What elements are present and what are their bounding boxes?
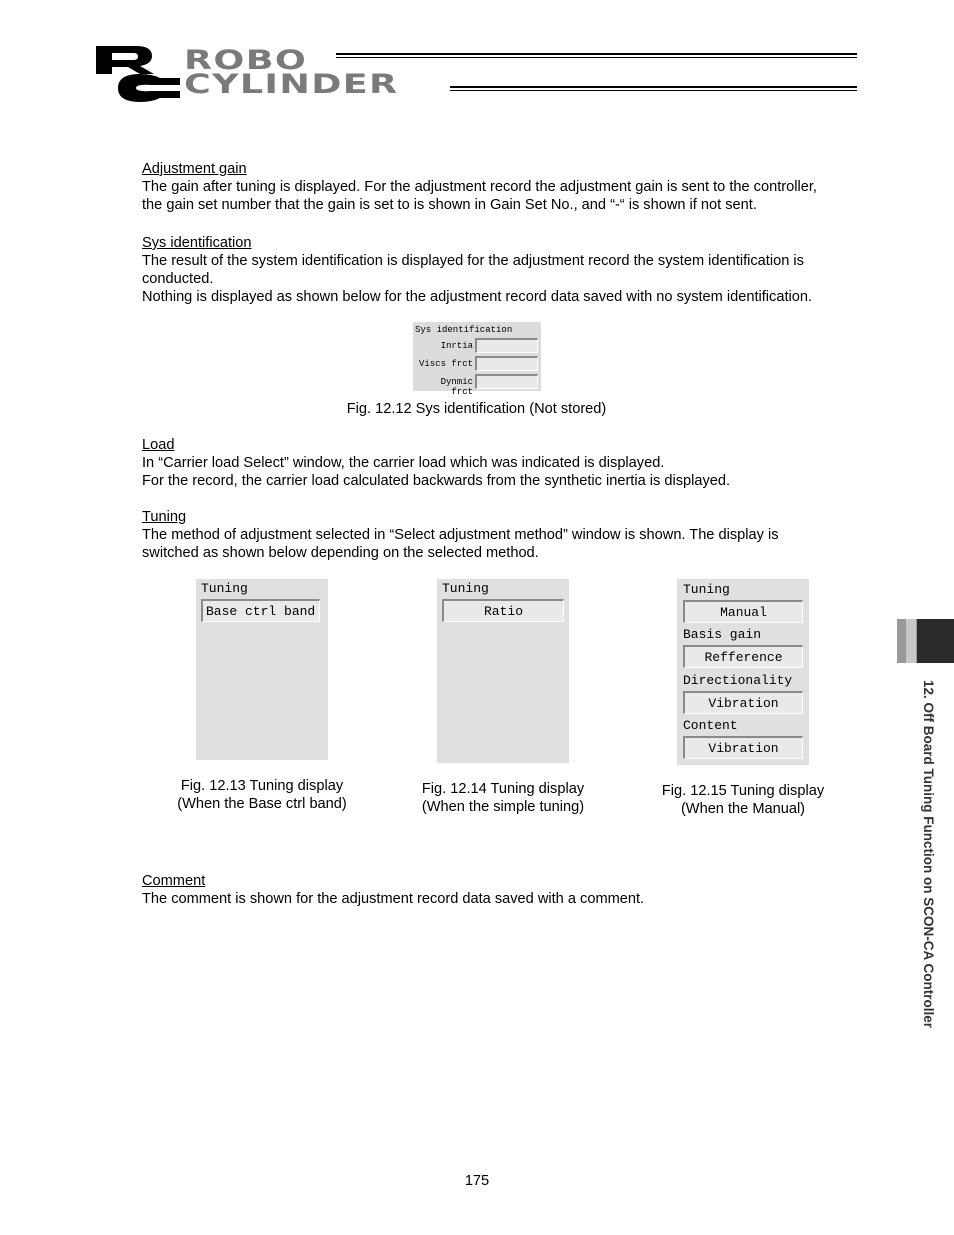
basis-gain-field: Refference (683, 645, 803, 668)
content-label: Content (683, 718, 738, 733)
adjustment-gain-line-1: The gain after tuning is displayed. For the adjustment record the adjustment gain is sent to the controller, (142, 179, 817, 195)
sys-identification-line-3: Nothing is displayed as shown below for the adjustment record data saved with no system identification. (142, 289, 813, 305)
rc-logo-mark (96, 44, 180, 102)
comment-heading: Comment (142, 873, 206, 889)
tuning-panel-base-ctrl-band (196, 579, 328, 760)
sys-identification-heading: Sys identification (142, 235, 252, 251)
page-number: 175 (464, 1173, 490, 1189)
chapter-tab (917, 619, 954, 663)
directionality-label: Directionality (683, 673, 793, 688)
chapter-side-label: 12. Off Board Tuning Function on SCON-CA Controller (921, 680, 936, 1028)
viscous-friction-field (475, 356, 538, 371)
viscous-friction-label: Viscs frct (418, 359, 473, 369)
tuning-value-field: Base ctrl band (201, 599, 320, 622)
chapter-tab-highlight (906, 619, 916, 663)
load-line-1: In “Carrier load Select” window, the carrier load which was indicated is displayed. (142, 455, 665, 471)
load-line-2: For the record, the carrier load calculated backwards from the synthetic inertia is displayed. (142, 473, 731, 489)
tuning-line-1: The method of adjustment selected in “Select adjustment method” window is shown. The display is (142, 527, 779, 543)
comment-line-1: The comment is shown for the adjustment record data saved with a comment. (142, 891, 645, 907)
header-rule-top (336, 53, 857, 55)
sys-identification-line-2: conducted. (142, 271, 214, 287)
header-rule-bottom (450, 86, 857, 88)
dynamic-friction-field (475, 374, 538, 389)
dynamic-friction-label: Dynmic frct (440, 377, 473, 397)
basis-gain-label: Basis gain (683, 627, 762, 642)
content-field: Vibration (683, 736, 803, 759)
logo-word-cylinder: CYLINDER (184, 69, 399, 100)
fig-12-13-caption-2: (When the Base ctrl band) (177, 796, 347, 812)
logo-word-robo: ROBO (184, 45, 308, 76)
tuning-heading: Tuning (142, 509, 187, 525)
fig-12-14-caption-2: (When the simple tuning) (421, 799, 585, 815)
tuning-value-field: Manual (683, 600, 803, 623)
tuning-value-field: Ratio (442, 599, 564, 622)
tuning-label: Tuning (683, 582, 730, 597)
load-heading: Load (142, 437, 175, 453)
sys-identification-panel (413, 322, 541, 397)
inertia-field (475, 338, 538, 353)
directionality-field: Vibration (683, 691, 803, 714)
fig-12-13-caption-1: Fig. 12.13 Tuning display (180, 778, 344, 794)
adjustment-gain-heading: Adjustment gain (142, 161, 247, 177)
inertia-label: Inrtia (440, 341, 473, 351)
fig-12-15-caption-2: (When the Manual) (680, 801, 806, 817)
sys-panel-title: Sys identification (415, 325, 513, 335)
fig-12-14-caption-1: Fig. 12.14 Tuning display (421, 781, 585, 797)
sys-identification-line-1: The result of the system identification is displayed for the adjustment record the system identification is (142, 253, 804, 269)
tuning-panel-manual (677, 579, 809, 765)
tuning-label: Tuning (201, 581, 248, 596)
fig-12-12-caption: Fig. 12.12 Sys identification (Not stored) (346, 401, 607, 417)
tuning-label: Tuning (442, 581, 489, 596)
tuning-line-2: switched as shown below depending on the selected method. (142, 545, 539, 561)
fig-12-15-caption-1: Fig. 12.15 Tuning display (661, 783, 825, 799)
header-rule-top-thin (336, 57, 857, 58)
tuning-panel-ratio (437, 579, 569, 763)
header-rule-bottom-thin (450, 90, 857, 91)
adjustment-gain-line-2: the gain set number that the gain is set to is shown in Gain Set No., and “-“ is shown if not sent. (142, 197, 757, 213)
